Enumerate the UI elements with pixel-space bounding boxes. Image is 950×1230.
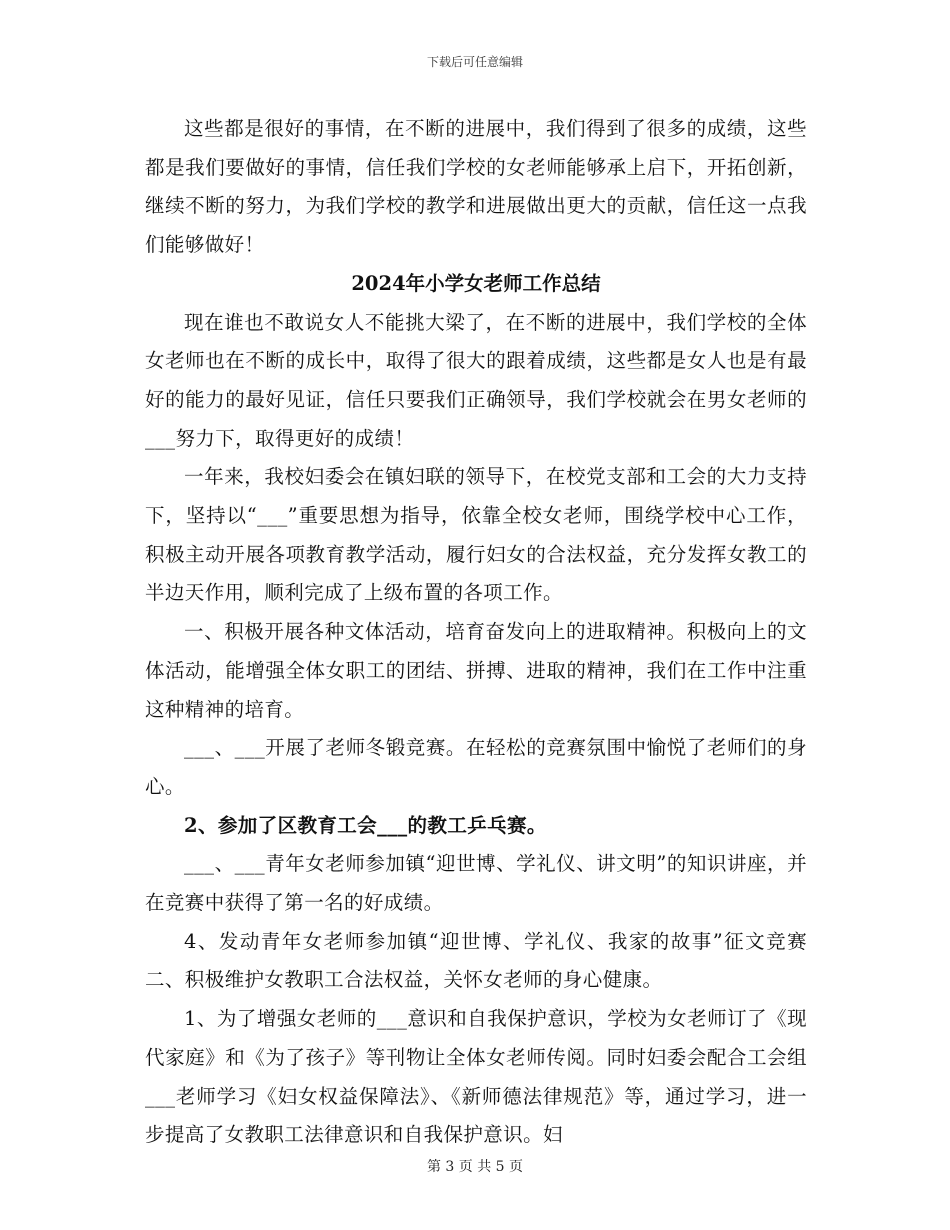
page-footer: 第 3 页 共 5 页 — [426, 1159, 524, 1175]
document-title: 2024年小学女老师工作总结 — [351, 271, 601, 295]
paragraph-1: 这些都是很好的事情，在不断的进展中，我们得到了很多的成绩，这些都是我们要做好的事情，信任我们学校的女老师能够承上启下，开拓创新，继续不断的努力，为我们学校的教学和进展做出更大的贡献，信任这一点我们能够做好！ — [145, 117, 807, 257]
paragraph-3: 一年来，我校妇委会在镇妇联的领导下，在校党支部和工会的大力支持下，坚持以“___”重要思想为指导，依靠全校女老师，围绕学校中心工作，积极主动开展各项教育教学活动，履行妇女的合法权益，充分发挥女教工的半边天作用，顺利完成了上级布置的各项工作。 — [145, 465, 807, 605]
paragraph-7: ___、___青年女老师参加镇“迎世博、学礼仪、讲文明”的知识讲座，并在竞赛中获得了第一名的好成绩。 — [145, 852, 807, 915]
page-header: 下载后可任意编辑 — [426, 55, 523, 69]
document-body — [145, 110, 807, 1155]
paragraph-9: 1、为了增强女老师的___意识和自我保护意识，学校为女老师订了《现代家庭》和《为了孩子》等刊物让全体女老师传阅。同时妇委会配合工会组___老师学习《妇女权益保障法》、《新师德法律规范》等，通过学习，进一步提高了女教职工法律意识和自我保护意识。妇 — [145, 1007, 807, 1147]
paragraph-8: 4、发动青年女老师参加镇“迎世博、学礼仪、我家的故事”征文竞赛二、积极维护女教职工合法权益，关怀女老师的身心健康。 — [145, 929, 807, 992]
paragraph-5: ___、___开展了老师冬锻竞赛。在轻松的竞赛氛围中愉悦了老师们的身心。 — [145, 736, 807, 798]
paragraph-4: 一、积极开展各种文体活动，培育奋发向上的进取精神。积极向上的文体活动，能增强全体女职工的团结、拼搏、进取的精神，我们在工作中注重这种精神的培育。 — [145, 620, 807, 721]
paragraph-6: 2、参加了区教育工会___的教工乒乓赛。 — [184, 813, 547, 837]
paragraph-2: 现在谁也不敢说女人不能挑大梁了，在不断的进展中，我们学校的全体女老师也在不断的成长中，取得了很大的跟着成绩，这些都是女人也是有最好的能力的最好见证，信任只要我们正确领导，我们学校就会在男女老师的___努力下，取得更好的成绩！ — [145, 310, 807, 450]
